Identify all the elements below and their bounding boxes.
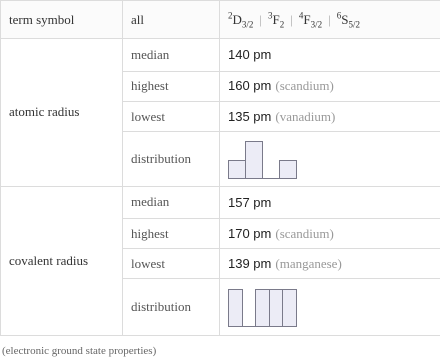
covalent-median-label: median [123, 186, 220, 218]
histogram-bar [282, 289, 297, 327]
covalent-lowest-label: lowest [123, 249, 220, 279]
footer-note: (electronic ground state properties) [2, 345, 157, 357]
histogram-bar [228, 289, 243, 327]
atomic-distribution-label: distribution [123, 132, 220, 186]
histogram-bar [228, 160, 246, 179]
separator: | [328, 11, 331, 27]
term-symbol-1: $^2D_{3/2}$ [228, 10, 254, 30]
atomic-lowest-value: 135 pm (vanadium) [220, 101, 440, 131]
atomic-highest-value: 160 pm (scandium) [220, 71, 440, 101]
atomic-lowest-label: lowest [123, 101, 220, 131]
header-row [1, 1, 440, 39]
header-all: all [123, 1, 220, 39]
covalent-highest-element: (scandium) [275, 225, 334, 241]
term-symbol-2: $^3F_2$ [268, 10, 285, 30]
atomic-highest-label: highest [123, 71, 220, 101]
covalent-highest-label: highest [123, 218, 220, 248]
covalent-lowest-value: 139 pm (manganese) [220, 249, 440, 279]
atomic-lowest-element: (vanadium) [275, 108, 336, 124]
atomic-median-value: 140 pm [220, 39, 440, 71]
header-term-symbol: term symbol [1, 1, 123, 39]
covalent-distribution-label: distribution [123, 279, 220, 336]
atomic-radius-label: atomic radius [1, 39, 123, 186]
term-symbol-4: $^6S_{5/2}$ [336, 10, 360, 30]
covalent-distribution-histogram [228, 285, 308, 329]
histogram-bar [279, 160, 297, 179]
covalent-lowest-element: (manganese) [275, 255, 342, 271]
table-row [1, 186, 440, 218]
histogram-bar [255, 289, 270, 327]
histogram-bar [245, 141, 263, 179]
term-symbol-3: $^4F_{3/2}$ [298, 10, 323, 30]
separator: | [259, 11, 263, 27]
covalent-highest-value: 170 pm (scandium) [220, 218, 440, 248]
covalent-radius-label: covalent radius [1, 186, 123, 335]
atomic-median-label: median [123, 39, 220, 71]
covalent-median-value: 157 pm [220, 186, 440, 218]
histogram-bar [269, 289, 284, 327]
atomic-highest-element: (scandium) [275, 78, 334, 94]
header-term-symbols [220, 1, 440, 39]
atomic-distribution-histogram [228, 137, 308, 181]
separator: | [290, 11, 293, 27]
table-row [1, 39, 440, 71]
atomic-distribution-cell [220, 132, 440, 186]
covalent-distribution-cell [220, 279, 440, 336]
